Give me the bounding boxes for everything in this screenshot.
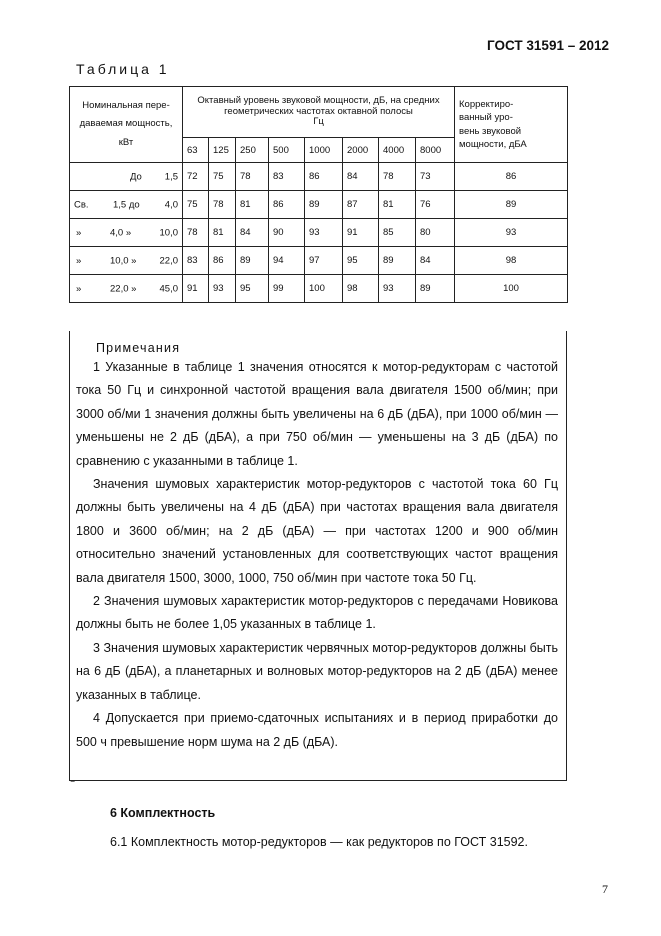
value-cell: 87: [343, 191, 379, 219]
value-cell: 75: [183, 191, 209, 219]
value-cell: 81: [209, 219, 236, 247]
note-paragraph: Значения шумовых характеристик мотор-редукторов с частотой тока 60 Гц должны быть увеличены на 4 дБ (дБА) при частотах вращения вала двигателя 1800 и 3600 об/мин; на 2 дБ (дБА) — при частотах 1200 и 900 об/мин относительно значений установленных для соответствующих частот вращения вала двигателя 1500, 3000, 1000, 750 об/мин при частоте тока 50 Гц.: [76, 477, 558, 585]
power-range-cell: » 4,0 » 10,0: [70, 219, 183, 247]
value-cell: 95: [343, 247, 379, 275]
page-number: 7: [602, 882, 608, 896]
table-row: [70, 219, 568, 247]
value-cell: 76: [416, 191, 455, 219]
value-cell: 90: [269, 219, 305, 247]
value-cell: 84: [416, 247, 455, 275]
frequency-cell: 2000: [343, 138, 379, 163]
corrected-value-cell: 100: [455, 275, 568, 303]
value-cell: 89: [416, 275, 455, 303]
power-range-cell: » 22,0 » 45,0: [70, 275, 183, 303]
noise-table: [69, 86, 568, 303]
value-cell: 78: [236, 163, 269, 191]
value-cell: 94: [269, 247, 305, 275]
value-cell: 93: [209, 275, 236, 303]
power-range-cell: » 10,0 » 22,0: [70, 247, 183, 275]
corrected-value-cell: 93: [455, 219, 568, 247]
value-cell: 81: [236, 191, 269, 219]
note-paragraph: 4 Допускается при приемо-сдаточных испытаниях и в период приработки до 500 ч превышение норм шума на 2 дБ (дБА).: [76, 711, 558, 749]
value-cell: 78: [209, 191, 236, 219]
divider-mark: ‾: [71, 781, 75, 792]
octave-level-header: Октавный уровень звуковой мощности, дБ, на средних геометрических частотах октавной полосы Гц: [183, 87, 455, 138]
power-range-cell: До 1,5: [70, 163, 183, 191]
value-cell: 86: [209, 247, 236, 275]
value-cell: 75: [209, 163, 236, 191]
corrected-level-header: Корректиро- ванный уро- вень звуковой мощности, дБА: [455, 87, 568, 163]
value-cell: 91: [343, 219, 379, 247]
frequency-cell: 8000: [416, 138, 455, 163]
power-column-header: Номинальная пере- даваемая мощность, кВт: [70, 87, 183, 163]
value-cell: 84: [236, 219, 269, 247]
frequency-cell: 1000: [305, 138, 343, 163]
value-cell: 83: [183, 247, 209, 275]
notes-body: [76, 356, 558, 754]
table-row: [70, 191, 568, 219]
table-row: [70, 275, 568, 303]
note-paragraph: 1 Указанные в таблице 1 значения относятся к мотор-редукторам с частотой тока 50 Гц и синхронной частотой вращения вала двигателя 1500 об/мин; при 3000 об/ми 1 значения должны быть увеличены на 6 дБ (дБА), при 1000 об/мин — уменьшены не 2 дБ (дБА), а при 750 об/мин — уменьшены на 3 дБ (дБА) по сравнению с указанными в таблице 1.: [76, 360, 558, 468]
value-cell: 93: [305, 219, 343, 247]
value-cell: 91: [183, 275, 209, 303]
value-cell: 78: [379, 163, 416, 191]
notes-title: Примечания: [96, 341, 181, 355]
document-standard-header: ГОСТ 31591 – 2012: [487, 38, 609, 53]
frequency-cell: 250: [236, 138, 269, 163]
value-cell: 73: [416, 163, 455, 191]
value-cell: 86: [305, 163, 343, 191]
value-cell: 89: [305, 191, 343, 219]
value-cell: 78: [183, 219, 209, 247]
value-cell: 100: [305, 275, 343, 303]
corrected-value-cell: 98: [455, 247, 568, 275]
note-paragraph: 3 Значения шумовых характеристик червячных мотор-редукторов должны быть на 6 дБ (дБА), а планетарных и волновых мотор-редукторов на 2 дБ (дБА) менее указанных в таблице.: [76, 640, 558, 702]
value-cell: 83: [269, 163, 305, 191]
corrected-value-cell: 86: [455, 163, 568, 191]
value-cell: 85: [379, 219, 416, 247]
value-cell: 81: [379, 191, 416, 219]
value-cell: 93: [379, 275, 416, 303]
value-cell: 80: [416, 219, 455, 247]
value-cell: 89: [379, 247, 416, 275]
corrected-value-cell: 89: [455, 191, 568, 219]
value-cell: 97: [305, 247, 343, 275]
frequency-cell: 63: [183, 138, 209, 163]
value-cell: 99: [269, 275, 305, 303]
note-paragraph: 2 Значения шумовых характеристик мотор-редукторов с передачами Новикова должны быть не более 1,05 указанных в таблице 1.: [76, 594, 558, 632]
value-cell: 86: [269, 191, 305, 219]
value-cell: 84: [343, 163, 379, 191]
table-row: [70, 163, 568, 191]
table-row: [70, 247, 568, 275]
frequency-cell: 500: [269, 138, 305, 163]
section-heading: 6 Комплектность: [110, 806, 216, 820]
value-cell: 89: [236, 247, 269, 275]
frequency-cell: 125: [209, 138, 236, 163]
value-cell: 95: [236, 275, 269, 303]
section-paragraph: 6.1 Комплектность мотор-редукторов — как редукторов по ГОСТ 31592.: [110, 835, 528, 849]
value-cell: 72: [183, 163, 209, 191]
value-cell: 98: [343, 275, 379, 303]
frequency-cell: 4000: [379, 138, 416, 163]
table-caption: Таблица 1: [76, 61, 170, 77]
power-range-cell: Св. 1,5 до 4,0: [70, 191, 183, 219]
